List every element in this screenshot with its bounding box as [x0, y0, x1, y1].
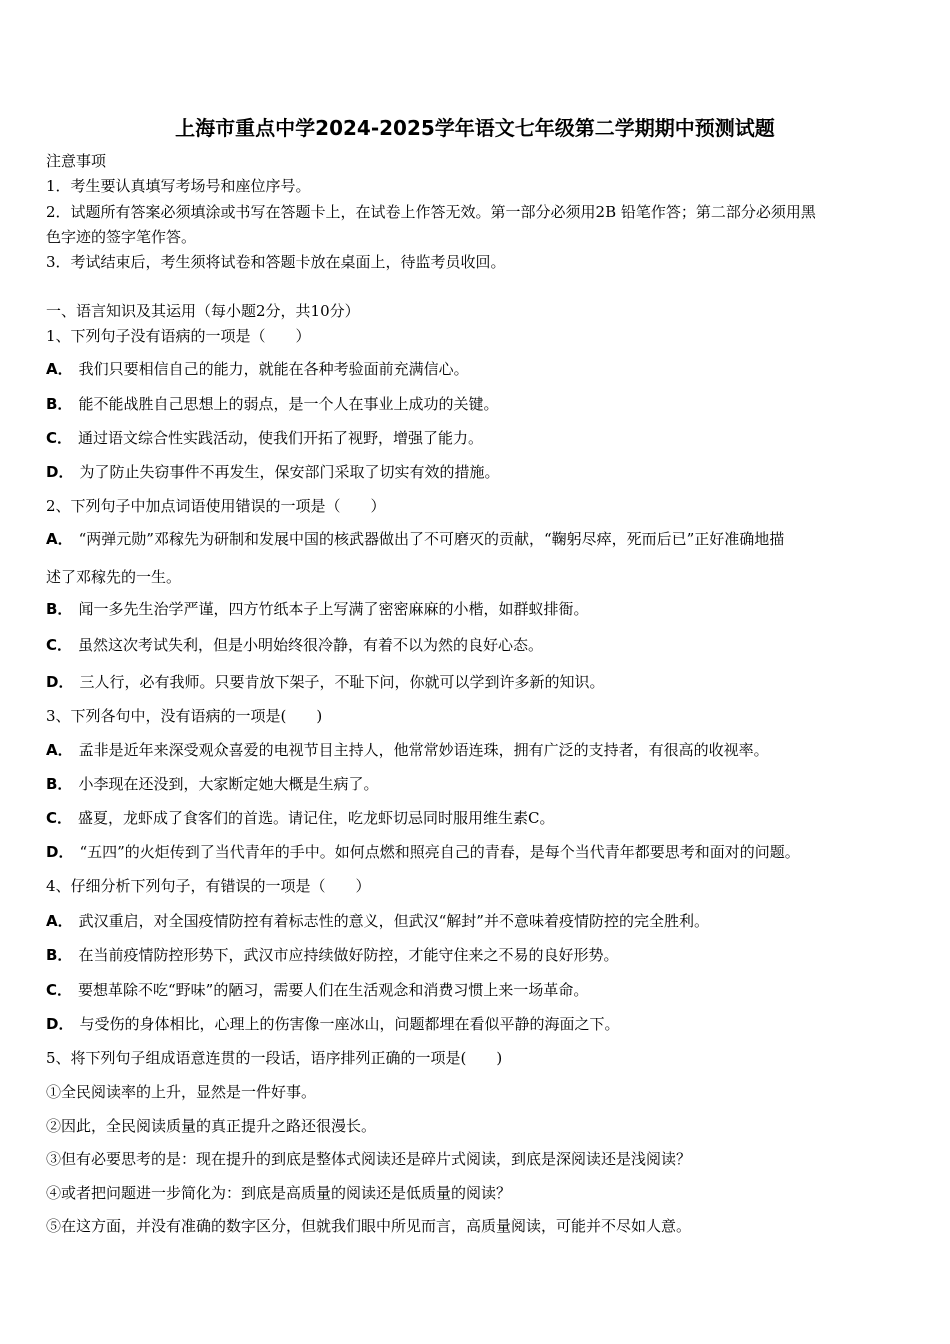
option-label: B．	[46, 600, 73, 618]
page-title: 上海市重点中学2024-2025学年语文七年级第二学期期中预测试题	[175, 116, 775, 140]
question-4-option-b	[46, 946, 618, 964]
question-1-stem: 1、下列句子没有语病的一项是（ ）	[46, 327, 311, 345]
option-label: C．	[46, 981, 73, 999]
option-text: 虽然这次考试失利，但是小明始终很冷静，有着不以为然的良好心态。	[78, 636, 544, 654]
notice-item-1: 1．考生要认真填写考场号和座位序号。	[46, 177, 311, 195]
question-4-option-d	[46, 1015, 619, 1033]
option-label: A．	[46, 741, 73, 759]
option-text: 为了防止失窃事件不再发生，保安部门采取了切实有效的措施。	[79, 463, 500, 481]
question-2-option-b	[46, 600, 588, 618]
question-4-stem: 4、仔细分析下列句子，有错误的一项是（ ）	[46, 877, 371, 895]
option-text: 在当前疫情防控形势下，武汉市应持续做好防控，才能守住来之不易的良好形势。	[78, 946, 619, 964]
option-text: 能不能战胜自己思想上的弱点，是一个人在事业上成功的关键。	[78, 395, 499, 413]
question-1-option-c	[46, 429, 483, 447]
question-2-option-c	[46, 636, 543, 654]
option-text: 盛夏，龙虾成了食客们的首选。请记住，吃龙虾切忌同时服用维生素C。	[78, 809, 555, 827]
option-label: D．	[46, 1015, 74, 1033]
question-2-option-a	[46, 530, 784, 548]
option-label: B．	[46, 946, 73, 964]
option-text: 小李现在还没到，大家断定她大概是生病了。	[78, 775, 379, 793]
question-3-option-b	[46, 775, 378, 793]
question-1-option-a	[46, 360, 469, 378]
question-1-option-d	[46, 463, 499, 481]
question-2-option-d	[46, 673, 604, 691]
question-5-sentence-5: ⑤在这方面，并没有准确的数字区分，但就我们眼中所见而言，高质量阅读，可能并不尽如人意。	[46, 1217, 692, 1235]
option-label: D．	[46, 843, 74, 861]
option-text: 与受伤的身体相比，心理上的伤害像一座冰山，问题都埋在看似平静的海面之下。	[79, 1015, 620, 1033]
question-2-stem: 2、下列句子中加点词语使用错误的一项是（ ）	[46, 497, 386, 515]
option-text: 通过语文综合性实践活动，使我们开拓了视野，增强了能力。	[78, 429, 484, 447]
option-text: 要想革除不吃“野味”的陋习，需要人们在生活观念和消费习惯上来一场革命。	[78, 981, 589, 999]
option-text: 我们只要相信自己的能力，就能在各种考验面前充满信心。	[78, 360, 469, 378]
question-5-sentence-2: ②因此，全民阅读质量的真正提升之路还很漫长。	[46, 1117, 377, 1135]
question-3-option-a	[46, 741, 769, 759]
option-label: A．	[46, 912, 73, 930]
option-label: B．	[46, 395, 73, 413]
question-3-option-c	[46, 809, 555, 827]
option-label: D．	[46, 673, 74, 691]
notice-item-3: 3．考试结束后，考生须将试卷和答题卡放在桌面上，待监考员收回。	[46, 253, 506, 271]
question-2-option-a-cont: 述了邓稼先的一生。	[46, 568, 182, 586]
question-1-option-b	[46, 395, 498, 413]
option-text: 三人行，必有我师。只要肯放下架子，不耻下问，你就可以学到许多新的知识。	[79, 673, 605, 691]
option-text: “五四”的火炬传到了当代青年的手中。如何点燃和照亮自己的青春，是每个当代青年都要思考和面对的问题。	[79, 843, 800, 861]
option-text: “两弹元勋”邓稼先为研制和发展中国的核武器做出了不可磨灭的贡献，“鞠躬尽瘁，死而后已”正好准确地描	[78, 530, 785, 548]
notice-heading: 注意事项	[46, 152, 107, 170]
question-5-sentence-1: ①全民阅读率的上升，显然是一件好事。	[46, 1083, 317, 1101]
option-text: 孟非是近年来深受观众喜爱的电视节目主持人，他常常妙语连珠，拥有广泛的支持者，有很高的收视率。	[78, 741, 769, 759]
question-5-sentence-3: ③但有必要思考的是：现在提升的到底是整体式阅读还是碎片式阅读，到底是深阅读还是浅阅读？	[46, 1150, 692, 1168]
question-5-stem: 5、将下列句子组成语意连贯的一段话，语序排列正确的一项是( )	[46, 1049, 503, 1067]
option-label: A．	[46, 530, 73, 548]
option-label: A．	[46, 360, 73, 378]
notice-item-2-cont: 色字迹的签字笔作答。	[46, 228, 197, 246]
question-5-sentence-4: ④或者把问题进一步简化为：到底是高质量的阅读还是低质量的阅读？	[46, 1184, 512, 1202]
option-label: B．	[46, 775, 73, 793]
option-label: D．	[46, 463, 74, 481]
question-4-option-a	[46, 912, 709, 930]
question-3-stem: 3、下列各句中，没有语病的一项是( )	[46, 707, 323, 725]
question-3-option-d	[46, 843, 800, 861]
question-4-option-c	[46, 981, 588, 999]
section-heading: 一、语言知识及其运用（每小题2分，共10分）	[46, 302, 360, 320]
notice-item-2: 2．试题所有答案必须填涂或书写在答题卡上，在试卷上作答无效。第一部分必须用2B 铅笔作答；第二部分必须用黑	[46, 203, 816, 221]
option-text: 武汉重启，对全国疫情防控有着标志性的意义，但武汉“解封”并不意味着疫情防控的完全胜利。	[78, 912, 709, 930]
option-text: 闻一多先生治学严谨，四方竹纸本子上写满了密密麻麻的小楷，如群蚁排衙。	[78, 600, 589, 618]
option-label: C．	[46, 809, 73, 827]
option-label: C．	[46, 636, 73, 654]
option-label: C．	[46, 429, 73, 447]
